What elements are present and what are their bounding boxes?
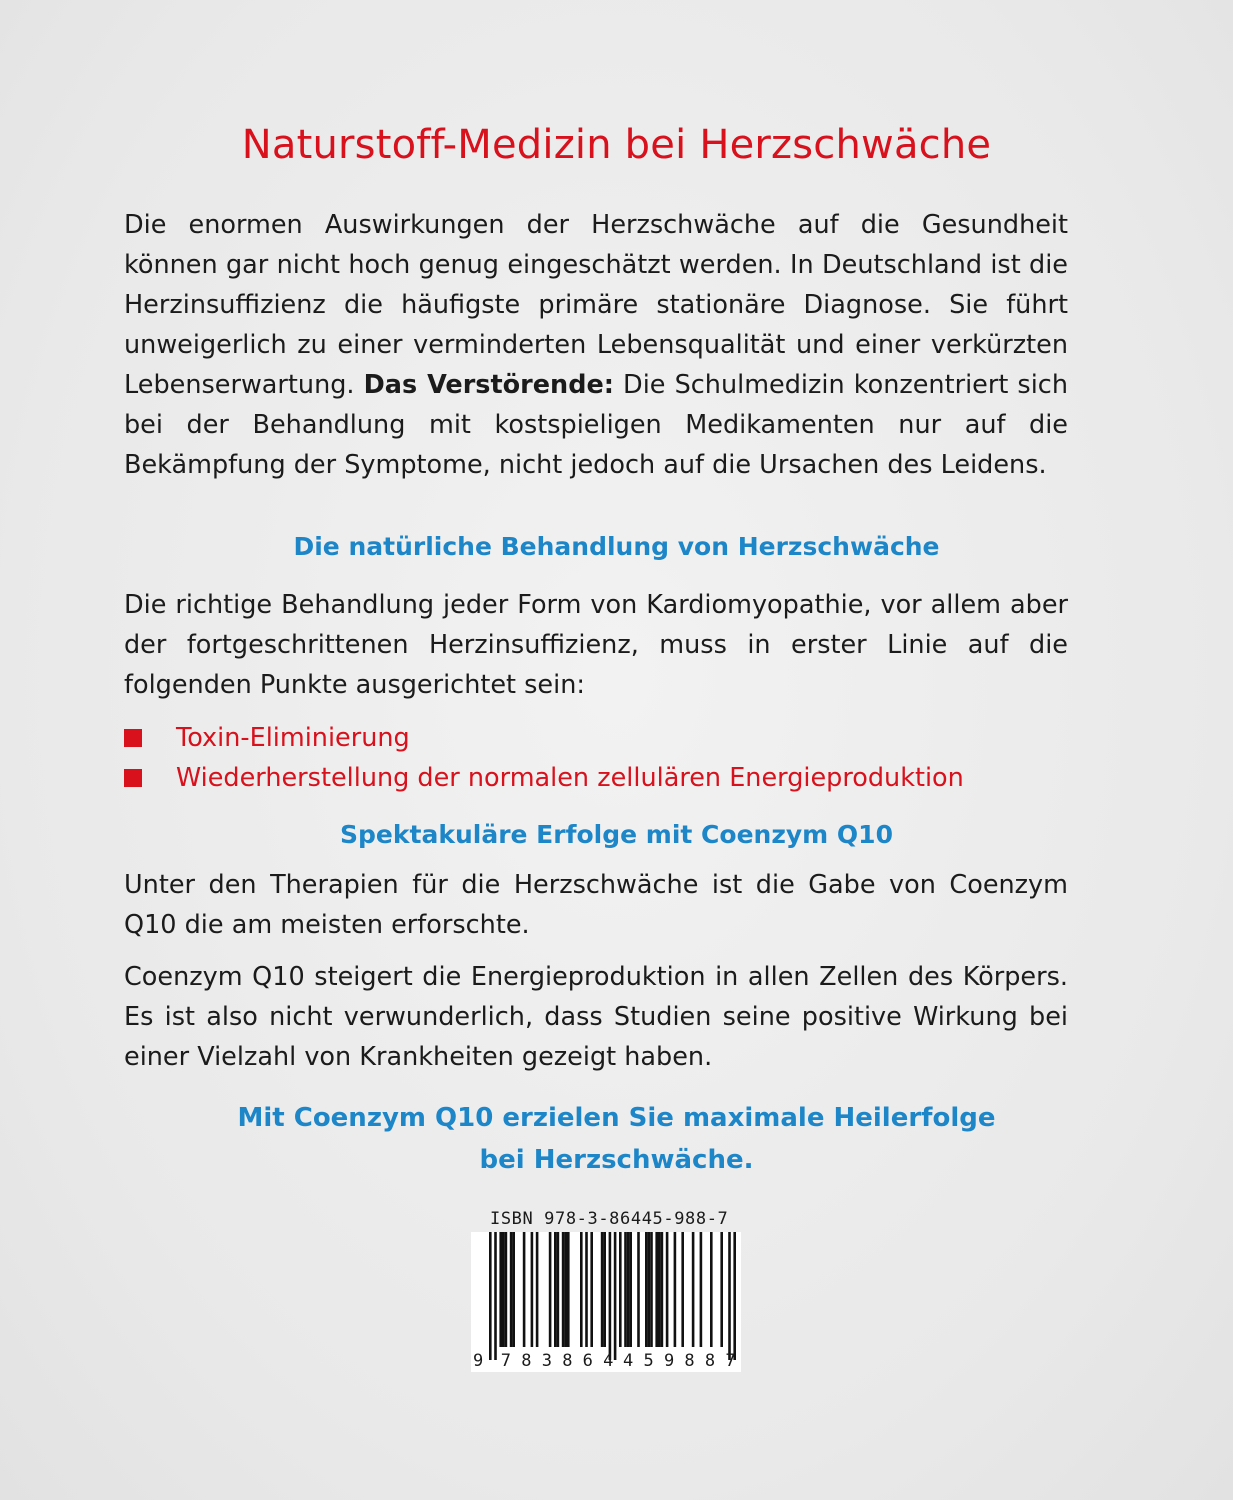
barcode-bar xyxy=(512,1232,515,1347)
page-title: Naturstoff-Medizin bei Herzschwäche xyxy=(241,122,992,168)
barcode-bar xyxy=(554,1232,557,1347)
barcode-bar xyxy=(564,1232,567,1347)
barcode-bar xyxy=(499,1232,502,1347)
barcode-bar xyxy=(681,1232,684,1347)
section2-paragraph-1: Unter den Therapien für die Herzschwäche ist die Gabe von Coenzym Q10 die am meisten erforschte. xyxy=(124,870,1068,940)
bullet-list xyxy=(124,718,1124,798)
barcode-bar xyxy=(557,1232,560,1347)
intro-bold-text: Das Verstörende: xyxy=(363,370,614,400)
barcode-bar xyxy=(536,1232,539,1347)
barcode-bar xyxy=(567,1232,570,1347)
barcode-bar xyxy=(655,1232,658,1347)
section1-paragraph: Die richtige Behandlung jeder Form von Kardiomyopathie, vor allem aber der fortgeschrittenen Herzinsuffizienz, muss in erster Linie auf die folgenden Punkte ausgerichtet sein: xyxy=(124,590,1068,700)
barcode-bar xyxy=(666,1232,669,1347)
intro-text-2: Die Schulmedizin konzentriert sich bei der Behandlung mit kostspieligen Medikamenten nur auf die Bekämpfung der Symptome, nicht jedoch auf die Ursachen des Leidens. xyxy=(124,370,1068,480)
barcode-bar xyxy=(603,1232,606,1347)
barcode-bar xyxy=(585,1232,588,1347)
barcode-digits-right: 4 5 9 8 8 7 xyxy=(623,1351,736,1371)
square-bullet-icon xyxy=(124,729,142,747)
barcode-bar xyxy=(580,1232,583,1347)
barcode-bar xyxy=(624,1232,627,1347)
barcode-bar xyxy=(733,1232,736,1360)
barcode-digit-prefix: 9 xyxy=(473,1351,484,1371)
barcode-bar xyxy=(627,1232,630,1347)
closing-line-1: Mit Coenzym Q10 erzielen Sie maximale Heilerfolge xyxy=(237,1103,996,1133)
barcode-bar xyxy=(590,1232,593,1347)
barcode-bar xyxy=(661,1232,664,1347)
square-bullet-icon xyxy=(124,769,142,787)
barcode-bar xyxy=(674,1232,677,1347)
barcode-bar xyxy=(650,1232,653,1347)
bullet-text: Wiederherstellung der normalen zellulären Energieproduktion xyxy=(176,763,964,793)
barcode-bar xyxy=(648,1232,651,1347)
isbn-label: ISBN 978-3-86445-988-7 xyxy=(490,1209,729,1229)
barcode-bar xyxy=(629,1232,632,1347)
list-item xyxy=(124,718,1124,758)
barcode-bar xyxy=(601,1232,604,1347)
barcode-bar xyxy=(619,1232,622,1347)
barcode-bar xyxy=(562,1232,565,1347)
barcode-bar xyxy=(549,1232,552,1347)
section1-heading: Die natürliche Behandlung von Herzschwäche xyxy=(293,532,940,561)
barcode-bar xyxy=(609,1232,612,1360)
barcode-bar xyxy=(505,1232,508,1347)
barcode-bar xyxy=(728,1232,731,1360)
section2-heading: Spektakuläre Erfolge mit Coenzym Q10 xyxy=(340,820,893,849)
barcode-graphic xyxy=(471,1232,741,1372)
closing-line-2: bei Herzschwäche. xyxy=(479,1145,754,1175)
barcode-bar xyxy=(637,1232,640,1347)
intro-paragraph xyxy=(124,205,1068,485)
barcode-bar xyxy=(692,1232,695,1347)
barcode-bar xyxy=(720,1232,723,1347)
barcode-bar xyxy=(658,1232,661,1347)
barcode-bar xyxy=(710,1232,713,1347)
barcode-bar xyxy=(645,1232,648,1347)
bullet-text: Toxin-Eliminierung xyxy=(176,723,410,753)
intro-text-1: Die enormen Auswirkungen der Herzschwäche auf die Gesundheit können gar nicht hoch genug eingeschätzt werden. In Deutschland ist die Herzinsuffizienz die häufigste primäre stationäre Diagnose. Sie führt unweigerlich zu einer verminderten Lebensqualität und einer verkürzten Lebenserwartung. xyxy=(124,210,1068,400)
section2-paragraph-2: Coenzym Q10 steigert die Energieproduktion in allen Zellen des Körpers. Es ist also nicht verwunderlich, dass Studien seine positive Wirkung bei einer Vielzahl von Krankheiten gezeigt haben. xyxy=(124,962,1068,1072)
list-item xyxy=(124,758,1124,798)
barcode-bar xyxy=(523,1232,526,1347)
barcode-bar xyxy=(700,1232,703,1347)
barcode-bar xyxy=(510,1232,513,1347)
barcode-bar xyxy=(489,1232,492,1360)
barcode-bar xyxy=(531,1232,534,1347)
barcode-digits-left: 7 8 3 8 6 4 xyxy=(500,1351,614,1371)
barcode-bar xyxy=(614,1232,617,1360)
barcode-bar xyxy=(502,1232,505,1347)
barcode-bar xyxy=(494,1232,497,1360)
closing-statement xyxy=(0,1097,1233,1181)
